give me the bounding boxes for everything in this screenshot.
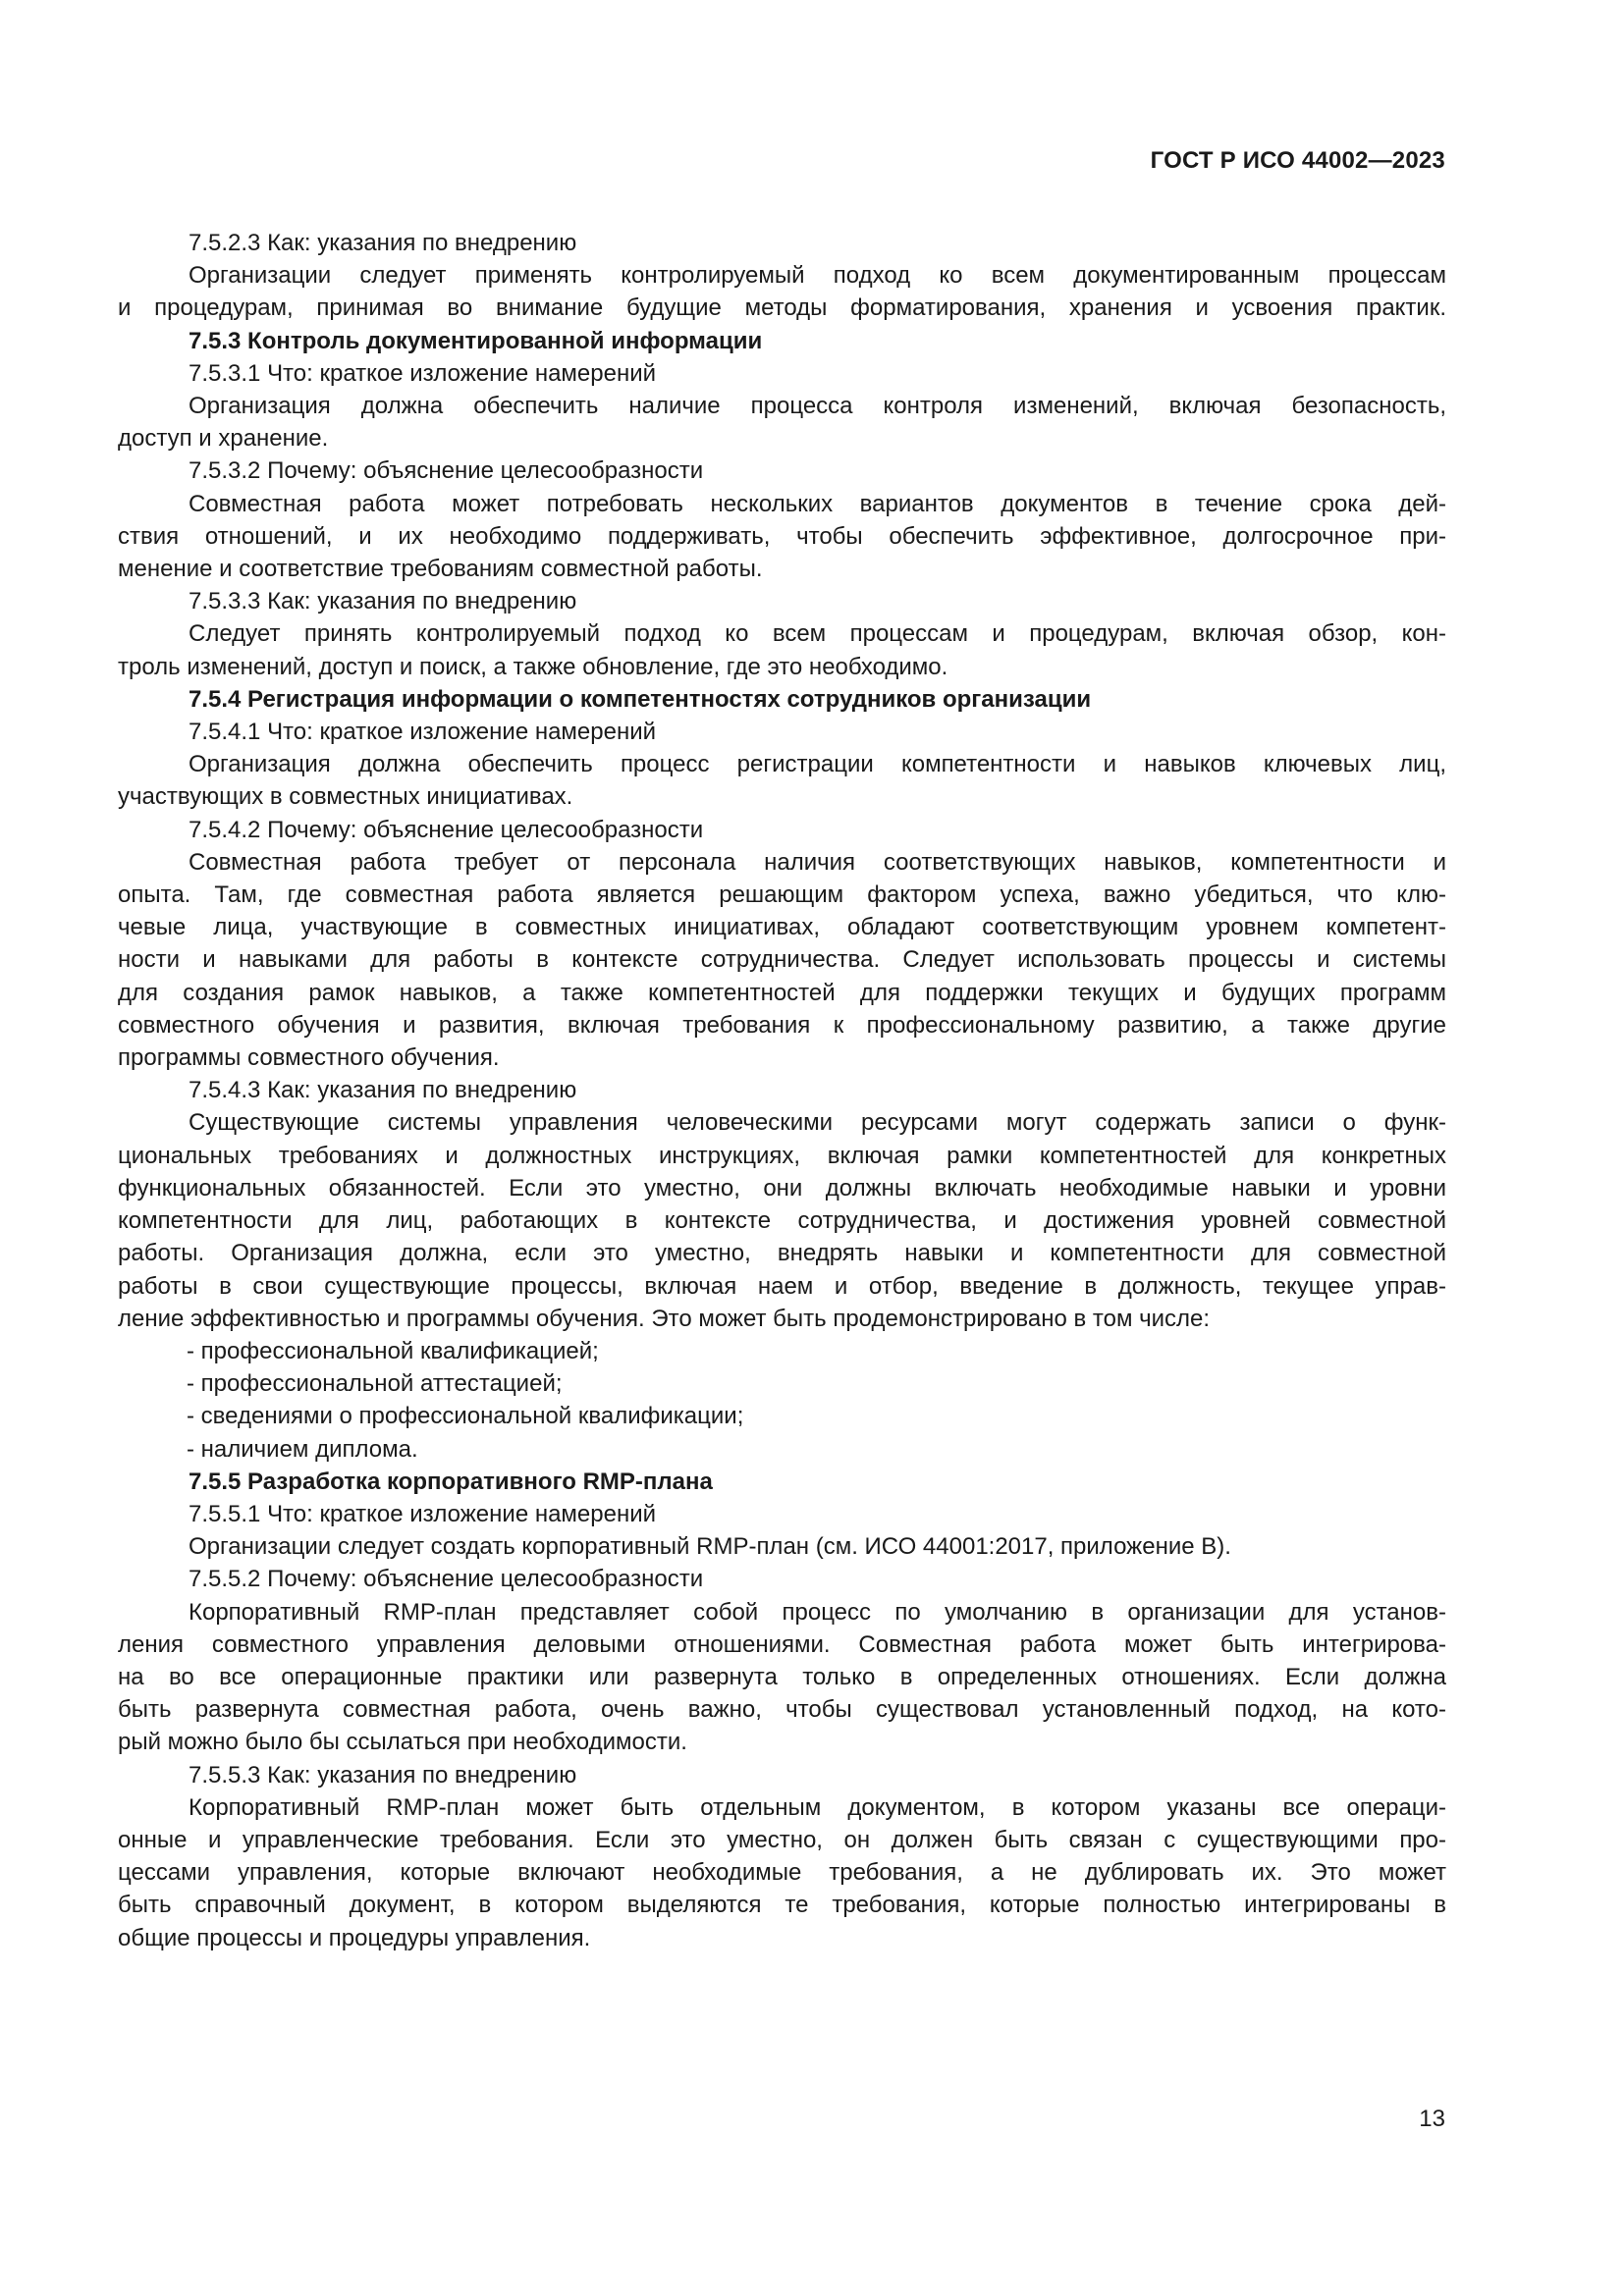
list-item: - сведениями о профессиональной квалификации; <box>187 1403 744 1430</box>
paragraph-line: ление эффективностью и программы обучения. Это может быть продемонстрировано в том числе: <box>118 1305 1211 1332</box>
paragraph-line: на во все операционные практики или развернута только в определенных отношениях. Если должна <box>118 1663 1446 1690</box>
paragraph-line: менение и соответствие требованиям совместной работы. <box>118 556 763 583</box>
paragraph-line: Организация должна обеспечить процесс регистрации компетентности и навыков ключевых лиц, <box>189 751 1446 778</box>
paragraph-line: цессами управления, которые включают необходимые требования, а не дублировать их. Это может <box>118 1859 1446 1887</box>
page-number: 13 <box>1419 2106 1445 2132</box>
paragraph-line: ности и навыками для работы в контексте сотрудничества. Следует использовать процессы и системы <box>118 946 1446 974</box>
paragraph-line: быть развернута совместная работа, очень важно, чтобы существовал установленный подход, на кото- <box>118 1696 1446 1724</box>
subsection-heading: 7.5.4.2 Почему: объяснение целесообразности <box>189 816 704 843</box>
subsection-heading: 7.5.3.1 Что: краткое изложение намерений <box>189 359 657 387</box>
paragraph-line: Организации следует применять контролируемый подход ко всем документированным процессам <box>189 262 1446 290</box>
list-item: - профессиональной квалификацией; <box>187 1337 599 1364</box>
subsection-heading: 7.5.4.1 Что: краткое изложение намерений <box>189 719 657 746</box>
paragraph-line: для создания рамок навыков, а также компетентностей для поддержки текущих и будущих программ <box>118 979 1446 1006</box>
paragraph-line: компетентности для лиц, работающих в контексте сотрудничества, и достижения уровней совместной <box>118 1207 1446 1235</box>
paragraph-line: совместного обучения и развития, включая требования к профессиональному развитию, а также другие <box>118 1011 1446 1039</box>
document-header-title: ГОСТ Р ИСО 44002—2023 <box>1150 147 1445 174</box>
paragraph-line: рый можно было бы ссылаться при необходимости. <box>118 1729 687 1756</box>
paragraph-line: ствия отношений, и их необходимо поддерживать, чтобы обеспечить эффективное, долгосрочное при- <box>118 522 1446 550</box>
paragraph-line: троль изменений, доступ и поиск, а также обновление, где это необходимо. <box>118 653 948 680</box>
paragraph-line: работы в свои существующие процессы, включая наем и отбор, введение в должность, текущее управ- <box>118 1272 1446 1300</box>
paragraph-line: Совместная работа требует от персонала наличия соответствующих навыков, компетентности и <box>189 848 1446 876</box>
subsection-heading: 7.5.3.2 Почему: объяснение целесообразности <box>189 457 704 485</box>
paragraph-line: быть справочный документ, в котором выделяются те требования, которые полностью интегрированы в <box>118 1892 1446 1919</box>
subsection-heading: 7.5.2.3 Как: указания по внедрению <box>189 230 577 256</box>
section-heading: 7.5.5 Разработка корпоративного RMP-плана <box>189 1468 713 1495</box>
section-heading: 7.5.4 Регистрация информации о компетентностях сотрудников организации <box>189 685 1092 713</box>
subsection-heading: 7.5.3.3 Как: указания по внедрению <box>189 588 577 615</box>
paragraph-line: функциональных обязанностей. Если это уместно, они должны включать необходимые навыки и уровни <box>118 1174 1446 1201</box>
paragraph-line: программы совместного обучения. <box>118 1044 500 1072</box>
paragraph-line: онные и управленческие требования. Если это уместно, он должен быть связан с существующими про- <box>118 1826 1446 1853</box>
subsection-heading: 7.5.4.3 Как: указания по внедрению <box>189 1077 577 1104</box>
paragraph-line: работы. Организация должна, если это уместно, внедрять навыки и компетентности для совместной <box>118 1240 1446 1267</box>
paragraph-line: Следует принять контролируемый подход ко всем процессам и процедурам, включая обзор, кон- <box>189 620 1446 648</box>
paragraph-line: чевые лица, участвующие в совместных инициативах, обладают соответствующим уровнем компетент- <box>118 914 1446 941</box>
paragraph-line: Существующие системы управления человеческими ресурсами могут содержать записи о функ- <box>189 1109 1446 1137</box>
paragraph-line: ления совместного управления деловыми отношениями. Совместная работа может быть интегрирова- <box>118 1630 1446 1658</box>
paragraph-line: участвующих в совместных инициативах. <box>118 783 573 811</box>
subsection-heading: 7.5.5.1 Что: краткое изложение намерений <box>189 1500 657 1527</box>
paragraph-line: Совместная работа может потребовать нескольких вариантов документов в течение срока дей- <box>189 490 1446 517</box>
document-body <box>118 227 1446 1954</box>
list-item: - профессиональной аттестацией; <box>187 1370 563 1398</box>
paragraph-line: и процедурам, принимая во внимание будущие методы форматирования, хранения и усвоения практик. <box>118 294 1446 322</box>
paragraph-line: опыта. Там, где совместная работа является решающим фактором успеха, важно убедиться, что клю- <box>118 881 1446 909</box>
subsection-heading: 7.5.5.2 Почему: объяснение целесообразности <box>189 1566 704 1593</box>
paragraph-line: Организация должна обеспечить наличие процесса контроля изменений, включая безопасность, <box>189 393 1446 420</box>
paragraph-line: Корпоративный RMP-план представляет собой процесс по умолчанию в организации для установ- <box>189 1598 1446 1626</box>
paragraph-line: общие процессы и процедуры управления. <box>118 1924 591 1951</box>
section-heading: 7.5.3 Контроль документированной информации <box>189 327 763 354</box>
paragraph-line: циональных требованиях и должностных инструкциях, включая рамки компетентностей для конкретных <box>118 1142 1446 1169</box>
paragraph-line: Организации следует создать корпоративный RMP-план (см. ИСО 44001:2017, приложение B). <box>189 1533 1231 1561</box>
paragraph-line: доступ и хранение. <box>118 425 329 453</box>
paragraph-line: Корпоративный RMP-план может быть отдельным документом, в котором указаны все операци- <box>189 1793 1446 1821</box>
list-item: - наличием диплома. <box>187 1435 418 1463</box>
subsection-heading: 7.5.5.3 Как: указания по внедрению <box>189 1761 577 1789</box>
